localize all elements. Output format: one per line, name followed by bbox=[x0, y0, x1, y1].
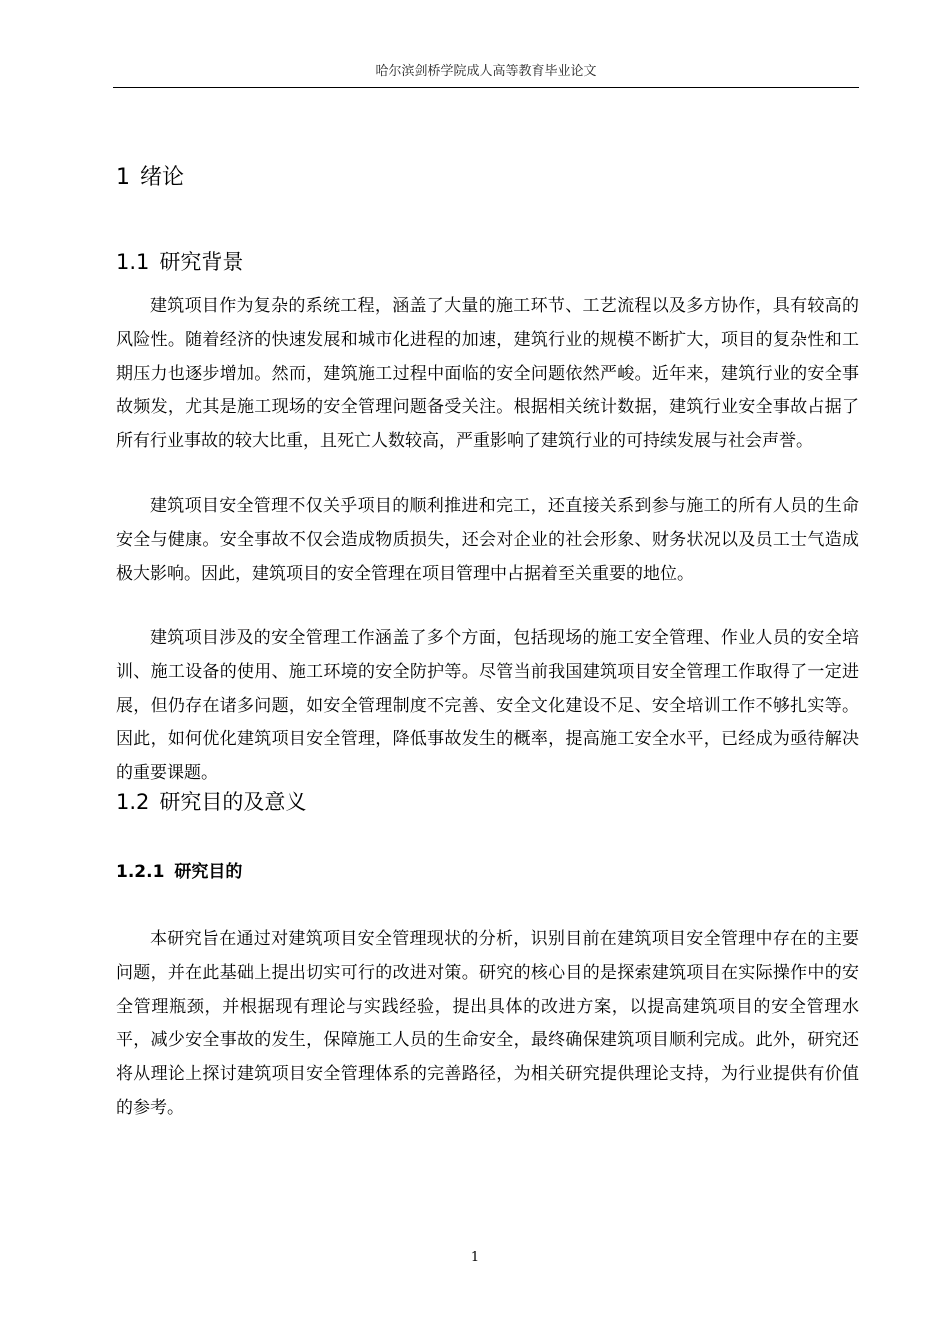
running-header: 哈尔滨剑桥学院成人高等教育毕业论文 bbox=[375, 64, 597, 79]
section-heading-1-2 bbox=[116, 787, 306, 817]
section-title: 研究背景 bbox=[159, 250, 244, 274]
chapter-title: 绪论 bbox=[140, 165, 185, 190]
paragraph: 建筑项目安全管理不仅关乎项目的顺利推进和完工，还直接关系到参与施工的所有人员的生命安全与健康。安全事故不仅会造成物质损失，还会对企业的社会形象、财务状况以及员工士气造成极大影响。因此，建筑项目的安全管理在项目管理中占据着至关重要的地位。 bbox=[116, 496, 859, 584]
header-divider bbox=[113, 87, 859, 88]
section-title: 研究目的及意义 bbox=[159, 790, 307, 814]
chapter-number: 1 bbox=[116, 165, 130, 190]
paragraph: 本研究旨在通过对建筑项目安全管理现状的分析，识别目前在建筑项目安全管理中存在的主要问题，并在此基础上提出切实可行的改进对策。研究的核心目的是探索建筑项目在实际操作中的安全管理瓶颈，并根据现有理论与实践经验，提出具体的改进方案，以提高建筑项目的安全管理水平，减少安全事故的发生，保障施工人员的生命安全，最终确保建筑项目顺利完成。此外，研究还将从理论上探讨建筑项目安全管理体系的完善路径，为相关研究提供理论支持，为行业提供有价值的参考。 bbox=[116, 929, 859, 1118]
subsection-title: 研究目的 bbox=[174, 862, 243, 882]
subsection-number: 1.2.1 bbox=[116, 862, 165, 882]
section-number: 1.2 bbox=[116, 790, 150, 814]
paragraph: 建筑项目作为复杂的系统工程，涵盖了大量的施工环节、工艺流程以及多方协作，具有较高的风险性。随着经济的快速发展和城市化进程的加速，建筑行业的规模不断扩大，项目的复杂性和工期压力也逐步增加。然而，建筑施工过程中面临的安全问题依然严峻。近年来，建筑行业的安全事故频发，尤其是施工现场的安全管理问题备受关注。根据相关统计数据，建筑行业安全事故占据了所有行业事故的较大比重，且死亡人数较高，严重影响了建筑行业的可持续发展与社会声誉。 bbox=[116, 296, 859, 452]
subsection-heading-1-2-1 bbox=[116, 858, 242, 886]
page-number: 1 bbox=[470, 1250, 480, 1265]
chapter-heading bbox=[116, 163, 184, 193]
section-heading-1-1 bbox=[116, 247, 243, 277]
section-number: 1.1 bbox=[116, 250, 150, 274]
paragraph: 建筑项目涉及的安全管理工作涵盖了多个方面，包括现场的施工安全管理、作业人员的安全培训、施工设备的使用、施工环境的安全防护等。尽管当前我国建筑项目安全管理工作取得了一定进展，但仍存在诸多问题，如安全管理制度不完善、安全文化建设不足、安全培训工作不够扎实等。因此，如何优化建筑项目安全管理，降低事故发生的概率，提高施工安全水平，已经成为亟待解决的重要课题。 bbox=[116, 628, 859, 784]
